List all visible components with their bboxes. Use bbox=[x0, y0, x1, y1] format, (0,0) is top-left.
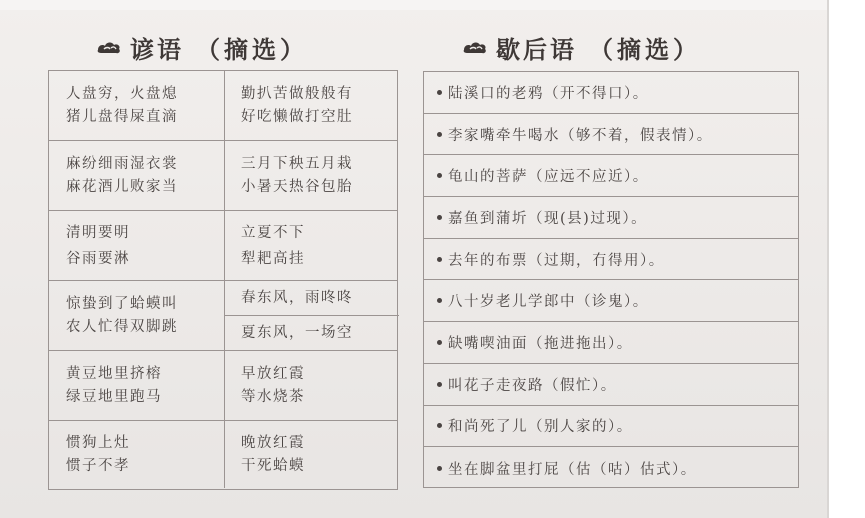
proverb-line: 立夏不下 bbox=[241, 224, 305, 241]
proverb-line: 麻花酒儿败家当 bbox=[66, 178, 178, 195]
proverb-line: 小暑天热谷包胎 bbox=[241, 178, 353, 195]
table-row bbox=[49, 141, 397, 211]
proverb-line: 惯子不孝 bbox=[66, 457, 130, 474]
xiehouyu-list bbox=[423, 71, 799, 488]
proverb-line: 惊蛰到了蛤蟆叫 bbox=[66, 295, 178, 312]
xiehouyu-title: 歇后语 bbox=[496, 34, 577, 64]
proverb-line: 夏东风，一场空 bbox=[241, 325, 353, 341]
proverb-cell bbox=[225, 351, 399, 420]
list-item-text: 去年的布票（过期，冇得用）。 bbox=[448, 252, 665, 269]
proverb-line: 犁耙高挂 bbox=[241, 250, 305, 267]
proverb-line: 谷雨要淋 bbox=[66, 250, 130, 267]
list-item bbox=[424, 197, 798, 239]
list-item-text: 和尚死了儿（别人家的）。 bbox=[448, 419, 633, 436]
proverb-line: 清明要明 bbox=[66, 224, 130, 241]
proverb-line: 勤扒苦做般般有 bbox=[241, 85, 353, 102]
table-row bbox=[49, 421, 397, 488]
list-item-text: 八十岁老儿学郎中（诊鬼）。 bbox=[448, 294, 649, 311]
page-edge bbox=[827, 0, 865, 518]
proverbs-heading bbox=[96, 30, 308, 64]
proverb-line: 春东风，雨咚咚 bbox=[241, 289, 353, 306]
list-item-text: 缺嘴喫油面（拖进拖出）。 bbox=[448, 336, 633, 353]
list-item bbox=[424, 114, 798, 156]
list-item-text: 李家嘴牵牛喝水（够不着，假表情）。 bbox=[448, 127, 713, 144]
proverb-subcell bbox=[225, 281, 399, 316]
list-item bbox=[424, 281, 798, 323]
table-row bbox=[49, 281, 397, 351]
proverb-line: 黄豆地里挤榕 bbox=[66, 365, 162, 382]
bullet-dot-icon bbox=[437, 423, 442, 428]
proverb-subcell bbox=[225, 316, 399, 351]
proverb-cell bbox=[225, 141, 399, 210]
list-item bbox=[424, 322, 798, 364]
proverb-line: 麻纷细雨湿衣裳 bbox=[66, 155, 178, 172]
proverb-line: 绿豆地里跑马 bbox=[66, 388, 162, 405]
bullet-dot-icon bbox=[437, 382, 442, 387]
proverb-line: 惯狗上灶 bbox=[66, 434, 130, 451]
list-item-text: 陆溪口的老鸦（开不得口）。 bbox=[448, 85, 649, 102]
list-item bbox=[424, 155, 798, 197]
proverb-cell bbox=[49, 71, 225, 140]
proverb-cell-split bbox=[225, 281, 399, 350]
bullet-dot-icon bbox=[437, 173, 442, 178]
table-row bbox=[49, 211, 397, 281]
bullet-dot-icon bbox=[437, 340, 442, 345]
list-item bbox=[424, 447, 798, 489]
xiehouyu-heading bbox=[462, 30, 701, 64]
proverb-line: 好吃懒做打空肚 bbox=[241, 108, 353, 125]
bullet-dot-icon bbox=[437, 298, 442, 303]
list-item bbox=[424, 406, 798, 448]
list-item-text: 嘉鱼到蒲圻（现(县)过现）。 bbox=[448, 210, 648, 227]
bullet-dot-icon bbox=[437, 215, 442, 220]
bullet-dot-icon bbox=[437, 90, 442, 95]
proverb-line: 等水烧茶 bbox=[241, 388, 305, 405]
table-row bbox=[49, 351, 397, 421]
proverb-line: 干死蛤蟆 bbox=[241, 457, 305, 474]
proverb-cell bbox=[49, 421, 225, 488]
bullet-dot-icon bbox=[437, 132, 442, 137]
proverbs-title: 谚语 bbox=[130, 34, 184, 64]
list-item-text: 龟山的菩萨（应远不应近）。 bbox=[448, 169, 649, 186]
proverb-cell bbox=[225, 421, 399, 488]
list-item-text: 坐在脚盆里打屁（估（咕）估式）。 bbox=[448, 461, 697, 478]
proverb-line: 早放红霞 bbox=[241, 365, 305, 382]
bullet-dot-icon bbox=[437, 466, 442, 471]
proverb-cell bbox=[49, 211, 225, 280]
proverb-cell bbox=[49, 351, 225, 420]
cloud-ornament-icon bbox=[462, 39, 488, 55]
cloud-ornament-icon bbox=[96, 39, 122, 55]
proverb-line: 三月下秧五月栽 bbox=[241, 155, 353, 172]
list-item bbox=[424, 72, 798, 114]
proverb-line: 人盘穷，火盘熄 bbox=[66, 85, 178, 102]
proverb-cell bbox=[49, 141, 225, 210]
xiehouyu-subtitle: （摘选） bbox=[589, 34, 701, 64]
proverb-line: 晚放红霞 bbox=[241, 434, 305, 451]
proverb-cell bbox=[225, 71, 399, 140]
proverbs-table bbox=[48, 70, 398, 490]
proverb-cell bbox=[49, 281, 225, 350]
list-item-text: 叫花子走夜路（假忙）。 bbox=[448, 377, 617, 394]
list-item bbox=[424, 364, 798, 406]
proverb-line: 农人忙得双脚跳 bbox=[66, 318, 178, 335]
proverbs-subtitle: （摘选） bbox=[196, 34, 308, 64]
proverb-line: 猪儿盘得屎直滴 bbox=[66, 108, 178, 125]
bullet-dot-icon bbox=[437, 257, 442, 262]
table-row bbox=[49, 71, 397, 141]
list-item bbox=[424, 239, 798, 281]
top-margin bbox=[0, 0, 827, 10]
proverb-cell bbox=[225, 211, 399, 280]
